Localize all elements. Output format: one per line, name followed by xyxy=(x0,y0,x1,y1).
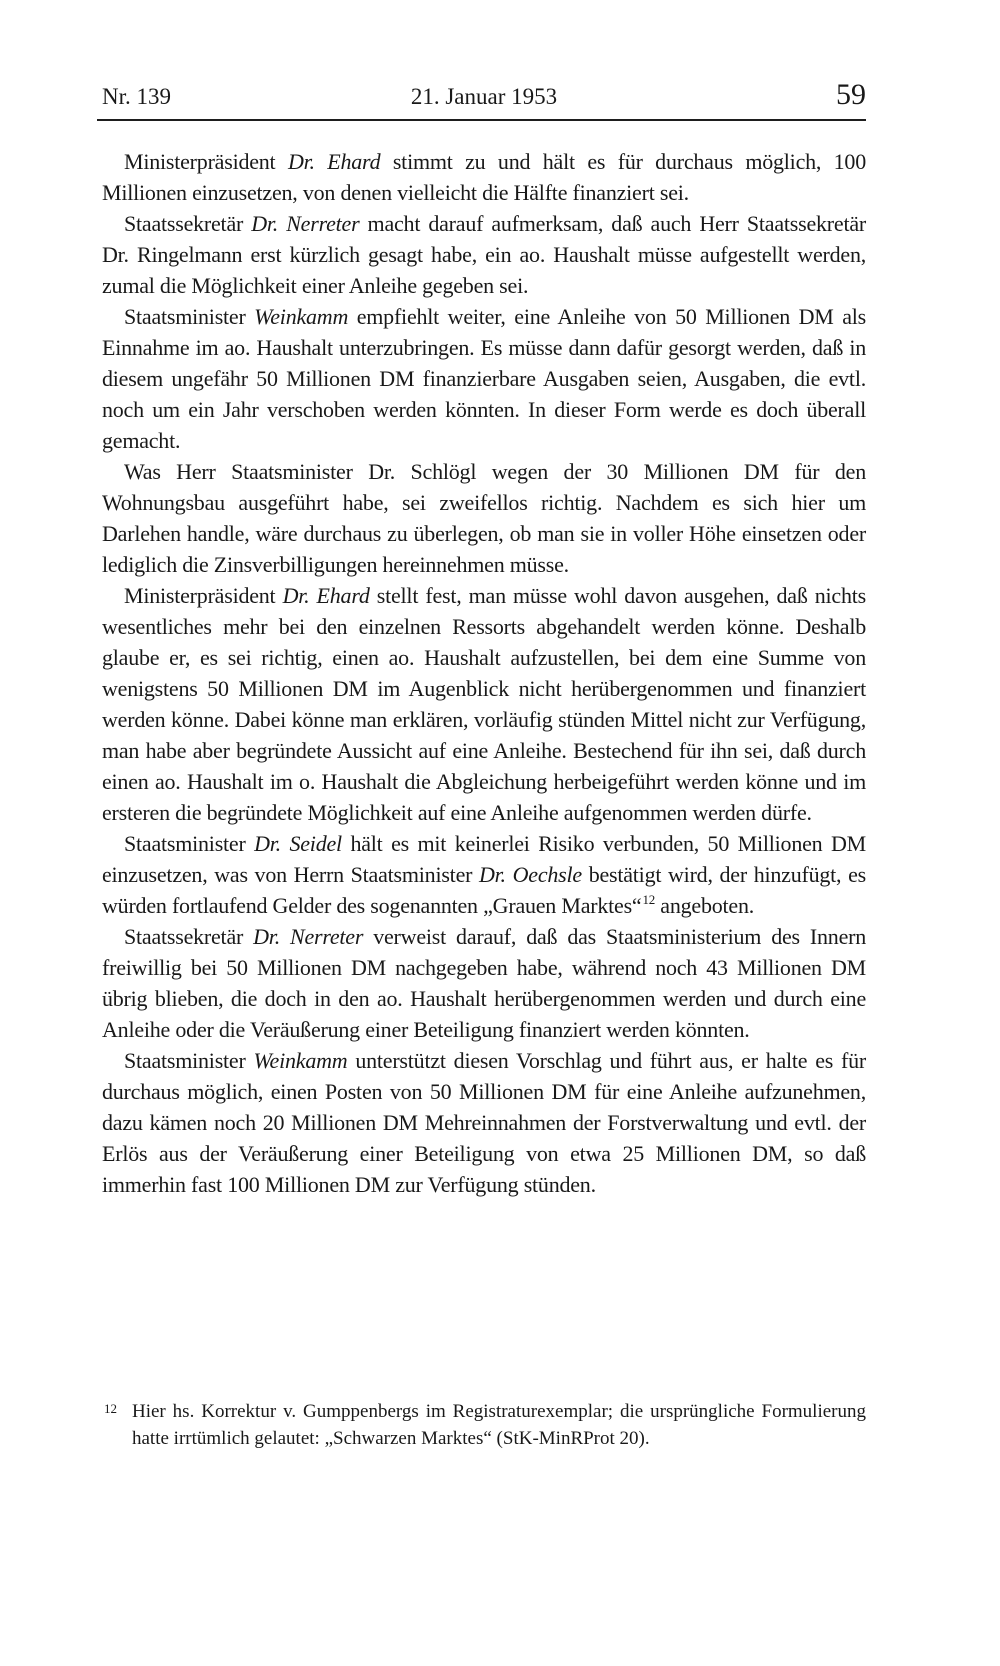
paragraph xyxy=(102,828,866,921)
text-segment: verweist darauf, daß das Staatsministerium des Innern freiwillig bei 50 Millionen DM nachgegeben habe, während noch 43 Millionen DM übrig blieben, die doch in den ao. Haushalt herübergenommen werden und durch eine Anleihe oder die Veräußerung einer Beteiligung finanziert werden könnten. xyxy=(102,924,866,1042)
text-segment: Was Herr Staatsminister Dr. Schlögl wegen der 30 Millionen DM für den Wohnungsbau ausgeführt habe, sei zweifellos richtig. Nachdem es sich hier um Darlehen handle, wäre durchaus zu überlegen, ob man sie in voller Höhe einsetzen oder lediglich die Zinsverbilligungen hereinnehmen müsse. xyxy=(102,459,866,577)
text-segment: angeboten. xyxy=(655,893,755,918)
footnote-marker: 12 xyxy=(104,1401,117,1416)
paragraph xyxy=(102,580,866,828)
page-content xyxy=(102,0,866,1449)
speaker-name: Dr. Ehard xyxy=(282,583,370,608)
text-segment: stimmt zu und hält es für durchaus möglich, 100 Millionen einzusetzen, von denen vielleicht die Hälfte finanziert sei. xyxy=(102,149,866,205)
text-segment: Ministerpräsident xyxy=(124,149,288,174)
paragraph xyxy=(102,301,866,456)
text-segment: Staatsminister xyxy=(124,1048,254,1073)
text-segment: Staatsminister xyxy=(124,304,255,329)
text-segment: bestätigt wird, der hinzufügt, es würden fortlaufend Gelder des sogenannten „Grauen Marktes“ xyxy=(102,862,866,918)
speaker-name: Weinkamm xyxy=(253,1048,348,1073)
text-segment: Staatssekretär xyxy=(124,211,252,236)
speaker-name: Dr. Nerreter xyxy=(253,924,364,949)
page-header xyxy=(102,80,866,110)
text-segment: stellt fest, man müsse wohl davon ausgehen, daß nichts wesentliches mehr bei den einzelnen Ressorts abgehandelt werden könne. Deshalb glaube er, es sei richtig, einen ao. Haushalt aufzustellen, bei dem eine Summe von wenigstens 50 Millionen DM im Augenblick nicht herübergenommen und finanziert werden könne. Dabei könne man erklären, vorläufig stünden Mittel nicht zur Verfügung, man habe aber begründete Aussicht auf eine Anleihe. Bestechend für ihn sei, daß durch einen ao. Haushalt im o. Haushalt die Abgleichung herbeigeführt werden könne und im ersteren die begründete Möglichkeit auf eine Anleihe aufgenommen werden dürfe. xyxy=(102,583,866,825)
footnote-text: Hier hs. Korrektur v. Gumppenbergs im Registraturexemplar; die ursprüngliche Formulierung hatte irrtümlich gelautet: „Schwarzen Marktes“ (StK-MinRProt 20). xyxy=(132,1401,866,1449)
speaker-name: Dr. Ehard xyxy=(287,149,381,174)
speaker-name: Dr. Oechsle xyxy=(478,862,582,887)
text-segment: unterstützt diesen Vorschlag und führt aus, er halte es für durchaus möglich, einen Posten von 50 Millionen DM für eine Anleihe aufzunehmen, dazu kämen noch 20 Millionen DM Mehreinnahmen der Forstverwaltung und evtl. der Erlös aus der Veräußerung einer Beteiligung von etwa 25 Millionen DM, so daß immerhin fast 100 Millionen DM zur Verfügung stünden. xyxy=(102,1048,866,1197)
paragraph xyxy=(102,146,866,208)
speaker-name: Dr. Nerreter xyxy=(251,211,360,236)
text-segment: macht darauf aufmerksam, daß auch Herr Staatssekretär Dr. Ringelmann erst kürzlich gesagt habe, ein ao. Haushalt müsse aufgestellt werden, zumal die Möglichkeit einer Anleihe gegeben sei. xyxy=(102,211,866,298)
text-segment: empfiehlt weiter, eine Anleihe von 50 Millionen DM als Einnahme im ao. Haushalt unterzubringen. Es müsse dann dafür gesorgt werden, daß in diesem ungefähr 50 Millionen DM finanzierbare Ausgaben seien, Ausgaben, die evtl. noch um ein Jahr verschoben werden könnten. In dieser Form werde es doch überall gemacht. xyxy=(102,304,866,453)
speaker-name: Dr. Seidel xyxy=(254,831,342,856)
paragraph xyxy=(102,921,866,1045)
page-date: 21. Januar 1953 xyxy=(410,84,558,109)
footnote-ref: 12 xyxy=(642,891,656,907)
paragraph xyxy=(102,456,866,580)
text-segment: Staatssekretär xyxy=(124,924,254,949)
page-number: 59 xyxy=(836,78,866,111)
paragraph xyxy=(102,1045,866,1200)
paragraph xyxy=(102,208,866,301)
text-segment: hält es mit keinerlei Risiko verbunden, 50 Millionen DM einzusetzen, was von Herrn Staatsminister xyxy=(102,831,866,887)
text-segment: Ministerpräsident xyxy=(124,583,283,608)
speaker-name: Weinkamm xyxy=(254,304,349,329)
doc-number: Nr. 139 xyxy=(102,84,171,109)
text-segment: Staatsminister xyxy=(124,831,255,856)
footnote xyxy=(102,1398,866,1452)
body-text xyxy=(102,146,866,1200)
header-rule xyxy=(97,119,866,121)
